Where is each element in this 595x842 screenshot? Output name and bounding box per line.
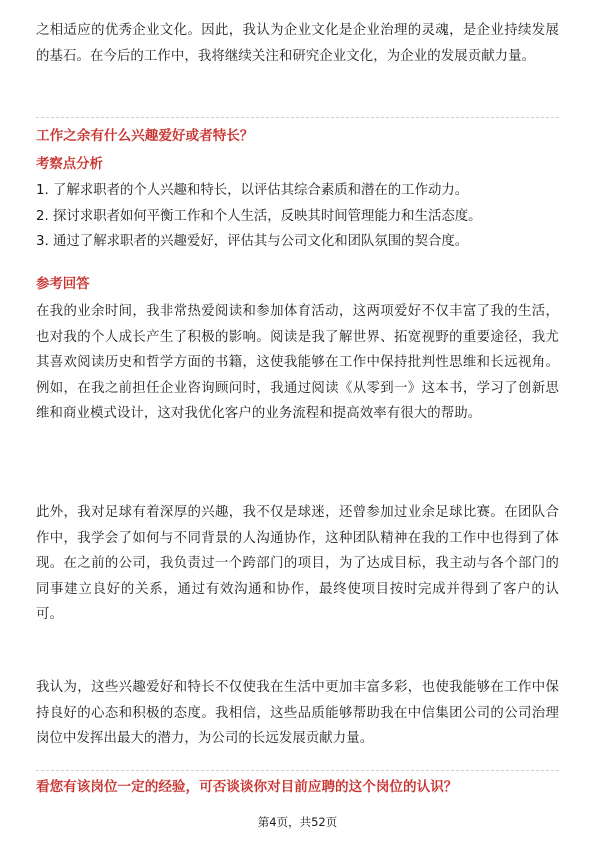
page-number: 第4页，共52页 — [257, 815, 338, 829]
analysis-list — [36, 178, 559, 255]
answer-paragraph-3-block — [36, 675, 559, 752]
answer-paragraph: 此外，我对足球有着深厚的兴趣，我不仅是球迷，还曾参加过业余足球比赛。在团队合作中，我学会了如何与不同背景的人沟通协作，这种团队精神在我的工作中也得到了体现。在之前的公司，我负责过一个跨部门的项目，为了达成目标，我主动与各个部门的同事建立良好的关系，通过有效沟通和协作，最终使项目按时完成并得到了客户的认可。 — [36, 505, 559, 623]
list-item: 2. 探讨求职者如何平衡工作和个人生活，反映其时间管理能力和生活态度。 — [36, 208, 482, 224]
divider — [36, 117, 559, 118]
list-item: 1. 了解求职者的个人兴趣和特长，以评估其综合素质和潜在的工作动力。 — [36, 183, 469, 198]
answer-paragraph-1-block — [36, 299, 559, 427]
answer-paragraph: 在我的业余时间，我非常热爱阅读和参加体育活动，这两项爱好不仅丰富了我的生活，也对我的个人成长产生了积极的影响。阅读是我了解世界、拓宽视野的重要途径，我尤其喜欢阅读历史和哲学方面的书籍，这使我能够在工作中保持批判性思维和长远视角。例如，在我之前担任企业咨询顾问时，我通过阅读《从零到一》这本书，学习了创新思维和商业模式设计，这对我优化客户的业务流程和提高效率有很大的帮助。 — [36, 304, 559, 422]
intro-block — [36, 18, 559, 69]
answer-paragraph: 我认为，这些兴趣爱好和特长不仅使我在生活中更加丰富多彩，也使我能够在工作中保持良好的心态和积极的态度。我相信，这些品质能够帮助我在中信集团公司的公司治理岗位中发挥出最大的潜力，为公司的长远发展贡献力量。 — [36, 680, 559, 747]
divider — [36, 770, 559, 771]
answer-label: 参考回答 — [36, 277, 90, 292]
intro-paragraph: 之相适应的优秀企业文化。因此，我认为企业文化是企业治理的灵魂，是企业持续发展的基石。在今后的工作中，我将继续关注和研究企业文化，为企业的发展贡献力量。 — [36, 23, 559, 64]
list-item: 3. 通过了解求职者的兴趣爱好，评估其与公司文化和团队氛围的契合度。 — [36, 234, 469, 250]
answer-paragraph-2-block — [36, 500, 559, 628]
question-title: 看您有该岗位一定的经验，可否谈谈你对目前应聘的这个岗位的认识？ — [36, 779, 458, 795]
analysis-label: 考察点分析 — [36, 157, 103, 172]
question-title: 工作之余有什么兴趣爱好或者特长？ — [36, 128, 254, 144]
